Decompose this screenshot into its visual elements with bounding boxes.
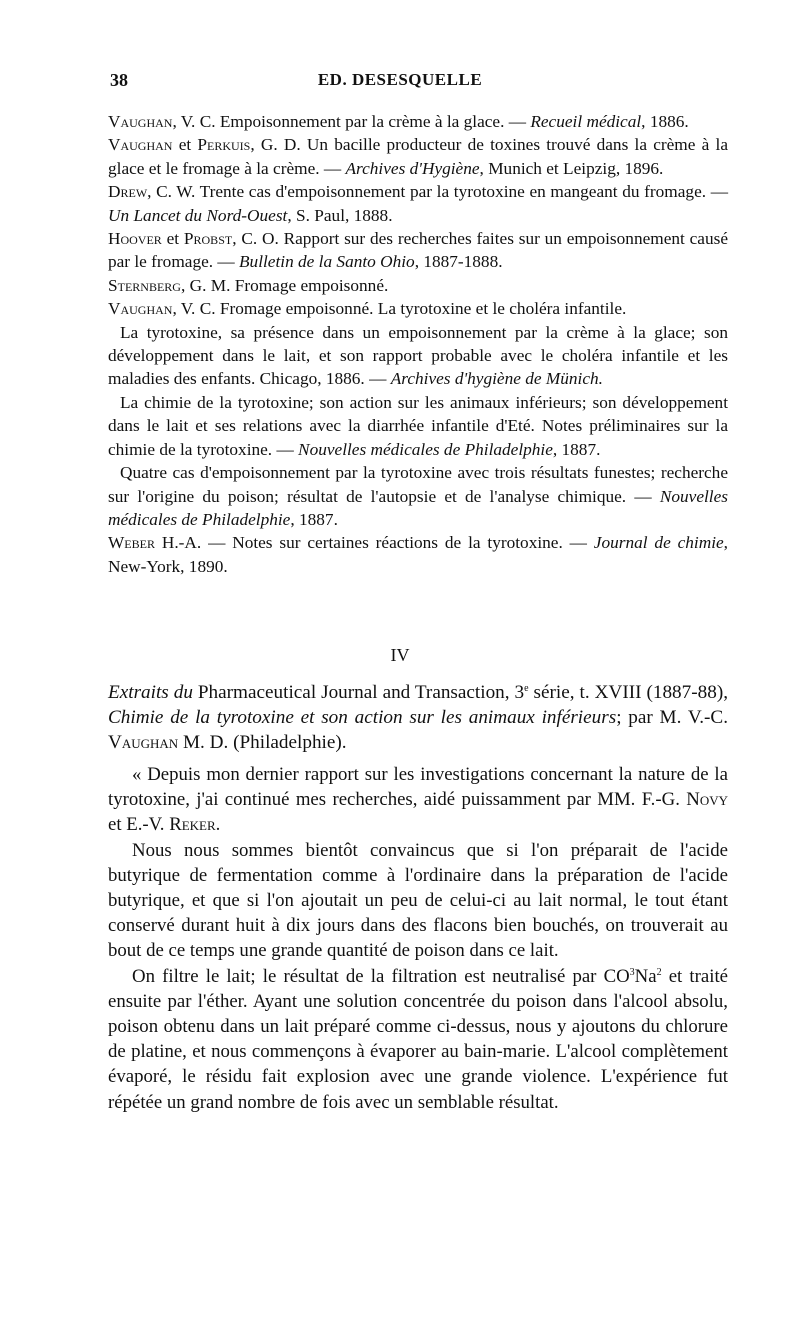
paragraph-text: et E.-V. <box>108 814 170 836</box>
paragraph <box>108 964 728 1115</box>
entry-text: Rapport sur des recherches faites sur un empoisonnement causé par le fromage. — <box>108 229 728 272</box>
entry-text: Empoisonnement par la crème à la glace. — <box>215 112 531 131</box>
bibliography-entry <box>108 297 728 320</box>
entry-source: Archives d'hygiène de Münich. <box>390 369 603 389</box>
article-title: Chimie de la tyrotoxine et son action sur les animaux inférieurs <box>108 707 617 728</box>
paragraph-text: et traité ensuite par l'éther. Ayant une solution concentrée du poison dans l'alcool absolu, poison obtenu dans un lait préparé comme ci-dessus, nous y ajoutons du chlorure de platine, et nous commençons à évaporer au bain-marie. L'alcool complètement évaporé, le résidu fait explosion avec une grande violence. L'expérience fut répétée un grand nombre de fois avec un semblable résultat. <box>108 965 728 1113</box>
formula-superscript: 3 <box>629 966 635 978</box>
entry-text: Un bacille producteur de toxines trouvé dans la crème à la glace et le fromage à la crème. — <box>108 135 728 178</box>
entry-tail: , S. Paul, 1888. <box>287 205 393 225</box>
entry-author: Vaughan <box>108 135 173 155</box>
bibliography-entry <box>108 133 728 180</box>
entry-text: Quatre cas d'empoisonnement par la tyrotoxine avec trois résultats funestes; recherche sur l'origine du poison; résultat de l'autopsie et de l'analyse chimique. — <box>108 463 728 506</box>
extract-label: Extraits du <box>108 682 193 703</box>
entry-text: — Notes sur certaines réactions de la tyrotoxine. — <box>201 533 594 553</box>
entry-tail: , 1887. <box>552 439 601 459</box>
entry-text: La tyrotoxine, sa présence dans un empoisonnement par la crème à la glace; son développement dans le lait, et son rapport probable avec le choléra infantile et les maladies des enfants. Chicago, 1886. — <box>108 322 728 389</box>
entry-author: Weber H.-A. <box>108 533 202 553</box>
entry-author: Sternberg, G. M. <box>108 275 231 295</box>
entry-text: La chimie de la tyrotoxine; son action sur les animaux inférieurs; son développement dans le lait et ses relations avec la diarrhée infantile d'Eté. Notes préliminaires sur la chimie de la tyrotoxine. — <box>108 392 728 459</box>
entry-author: Vaughan, V. C. <box>108 299 216 319</box>
entry-author: Vaughan, V. C. <box>108 112 216 131</box>
entry-text: Trente cas d'empoisonnement par la tyrotoxine en mangeant du fromage. — <box>195 182 728 202</box>
entry-source: Nouvelles médicales de Philadelphie <box>298 439 553 459</box>
entry-source: Archives d'Hygiène <box>345 158 480 178</box>
series-superscript: e <box>524 683 529 694</box>
bibliography-entry <box>108 110 728 133</box>
entry-tail: , 1886. <box>641 112 689 131</box>
person-name: Reker <box>169 814 216 836</box>
article-author: Vaughan <box>108 732 179 753</box>
entry-source: Nouvelles médicales de Philadelphie <box>108 486 728 529</box>
section-number: IV <box>390 645 410 665</box>
entry-text: Fromage empoisonné. La tyrotoxine et le choléra infantile. <box>215 299 627 319</box>
bibliography-entry <box>108 227 728 274</box>
entry-tail: , 1887-1888. <box>414 252 503 272</box>
page-number: 38 <box>110 70 128 90</box>
bibliography-entry <box>108 180 728 227</box>
paragraph-text: « Depuis mon dernier rapport sur les investigations concernant la nature de la tyrotoxine, j'ai continué mes recherches, aidé puissamment par MM. F.-G. <box>108 764 728 811</box>
body-text <box>108 762 728 1115</box>
paragraph-text: . <box>215 814 221 836</box>
entry-author: Hoover <box>108 229 162 249</box>
entry-source: Un Lancet du Nord-Ouest <box>108 205 288 225</box>
paragraph-text: Na <box>634 965 657 987</box>
entry-text: Fromage empoisonné. <box>230 275 389 295</box>
paragraph: Nous nous sommes bientôt convaincus que si l'on préparait de l'acide butyrique de fermentation comme à l'ordinaire dans la préparation de l'acide butyrique, et que si l'on ajoutait un peu de celui-ci au lait normal, le tout étant conservé durant huit à dix jours dans des flacons bien bouchés, on trouverait au bout de ce temps une grande quantité de poison dans ce lait. <box>108 839 728 962</box>
person-name: Novy <box>686 789 728 811</box>
bibliography <box>108 110 728 578</box>
journal-name: Pharmaceutical Journal and Transaction, 3 <box>192 682 525 703</box>
formula-superscript: 2 <box>656 966 662 978</box>
bibliography-entry <box>108 461 728 531</box>
byline: ; par M. V.-C. <box>616 707 728 728</box>
entry-source: Bulletin de la Santo Ohio <box>239 252 415 272</box>
author-tail: M. D. (Philadelphie). <box>178 732 347 753</box>
page-header <box>0 70 800 98</box>
entry-author: Drew, C. W. <box>108 182 196 202</box>
entry-source: Journal de chimie <box>593 533 724 553</box>
bibliography-entry <box>108 321 728 391</box>
entry-source: Recueil médical <box>530 112 642 131</box>
entry-tail: , Munich et Leipzig, 1896. <box>479 158 664 178</box>
entry-tail: , 1887. <box>290 509 338 529</box>
entry-text: et <box>172 135 198 155</box>
entry-author: Perkuis, G. D. <box>197 135 301 155</box>
paragraph <box>108 762 728 838</box>
bibliography-entry <box>108 274 728 297</box>
bibliography-entry <box>108 391 728 461</box>
entry-text: et <box>161 229 184 249</box>
entry-tail: , New-York, 1890. <box>108 533 728 576</box>
paragraph-text: On filtre le lait; le résultat de la filtration est neutralisé par CO <box>132 965 630 987</box>
entry-author: Probst, C. O. <box>183 229 279 249</box>
bibliography-entry <box>108 531 728 578</box>
excerpt-heading <box>108 680 728 755</box>
journal-tail: série, t. XVIII (1887-88), <box>528 682 729 703</box>
running-head: ED. DESESQUELLE <box>317 70 483 89</box>
